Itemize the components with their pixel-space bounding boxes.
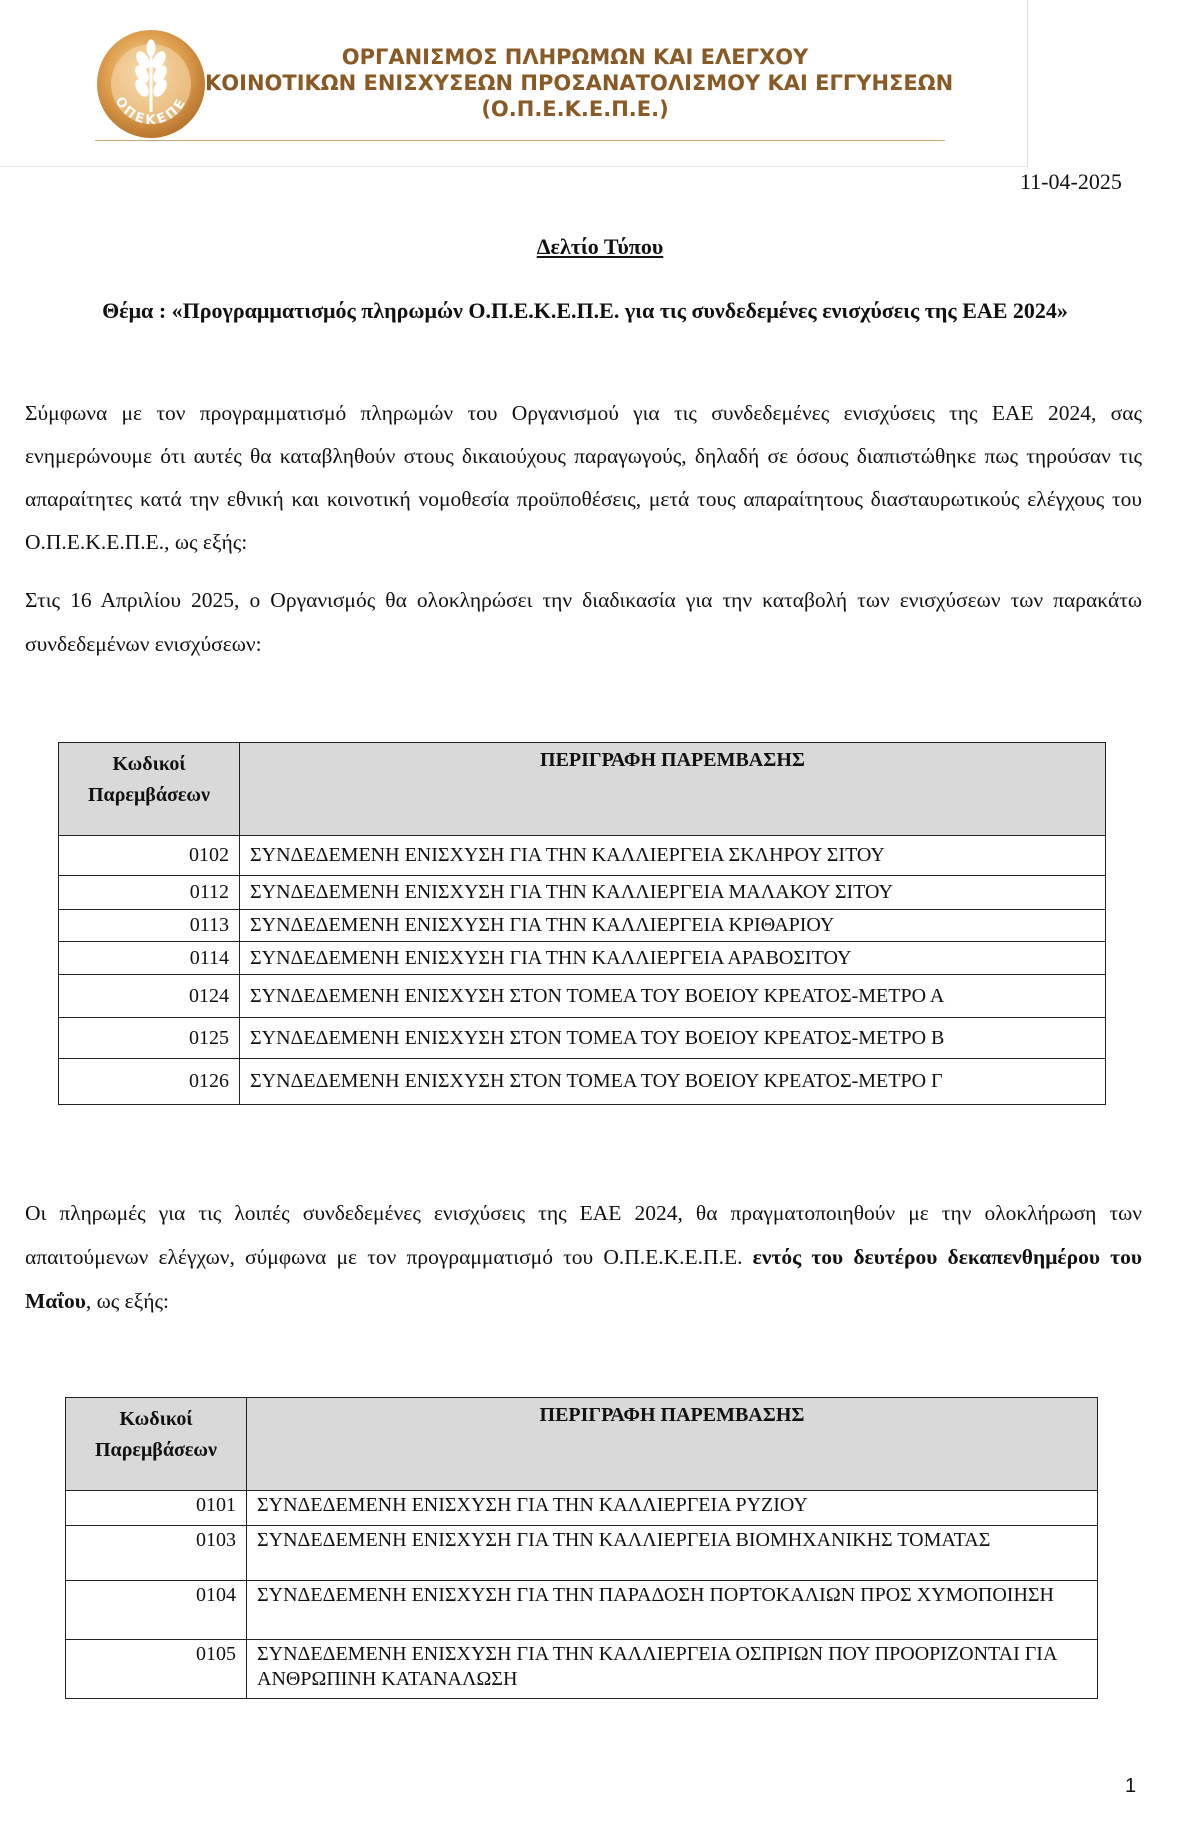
page-edge-horizontal [0, 166, 1028, 167]
svg-text:ΟΠΕΚΕΠΕ: ΟΠΕΚΕΠΕ [111, 94, 191, 129]
row-description: ΣΥΝΔΕΔΕΜΕΝΗ ΕΝΙΣΧΥΣΗ ΣΤΟΝ ΤΟΜΕΑ ΤΟΥ ΒΟΕΙΟΥ ΚΡΕΑΤΟΣ-ΜΕΤΡΟ Γ [240, 1059, 1106, 1105]
table-row [66, 1491, 1098, 1526]
org-line-3: (Ο.Π.Ε.Κ.Ε.Π.Ε.) [481, 97, 669, 121]
row-description: ΣΥΝΔΕΔΕΜΕΝΗ ΕΝΙΣΧΥΣΗ ΓΙΑ ΤΗΝ ΚΑΛΛΙΕΡΓΕΙΑ ΜΑΛΑΚΟΥ ΣΙΤΟΥ [240, 876, 1106, 910]
table-row [59, 975, 1106, 1018]
row-code: 0101 [66, 1491, 247, 1526]
document-subject: Θέμα : «Προγραμματισμός πληρωμών Ο.Π.Ε.Κ.Ε.Π.Ε. για τις συνδεδεμένες ενισχύσεις της ΕΑΕ 2024» [102, 298, 1068, 323]
row-code: 0125 [59, 1018, 240, 1059]
row-code: 0113 [59, 910, 240, 942]
header-codes: Κωδικοί Παρεμβάσεων [59, 743, 240, 836]
row-description: ΣΥΝΔΕΔΕΜΕΝΗ ΕΝΙΣΧΥΣΗ ΓΙΑ ΤΗΝ ΠΑΡΑΔΟΣΗ ΠΟΡΤΟΚΑΛΙΩΝ ΠΡΟΣ ΧΥΜΟΠΟΙΗΣΗ [247, 1581, 1098, 1640]
row-description: ΣΥΝΔΕΔΕΜΕΝΗ ΕΝΙΣΧΥΣΗ ΓΙΑ ΤΗΝ ΚΑΛΛΙΕΡΓΕΙΑ ΣΚΛΗΡΟΥ ΣΙΤΟΥ [240, 836, 1106, 876]
row-description: ΣΥΝΔΕΔΕΜΕΝΗ ΕΝΙΣΧΥΣΗ ΓΙΑ ΤΗΝ ΚΑΛΛΙΕΡΓΕΙΑ ΡΥΖΙΟΥ [247, 1491, 1098, 1526]
paragraph-bold-deadline: εντός του δευτέρου δεκαπενθημέρου του Μαΐου [25, 1245, 1142, 1313]
paragraph-text-b: , ως εξής: [85, 1289, 170, 1313]
org-line-1: ΟΡΓΑΝΙΣΜΟΣ ΠΛΗΡΩΜΩΝ ΚΑΙ ΕΛΕΓΧΟΥ [341, 45, 809, 69]
org-line-2: ΚΟΙΝΟΤΙΚΩΝ ΕΝΙΣΧΥΣΕΩΝ ΠΡΟΣΑΝΑΤΟΛΙΣΜΟΥ ΚΑΙ ΕΓΓΥΗΣΕΩΝ [205, 71, 954, 95]
row-code: 0126 [59, 1059, 240, 1105]
row-description: ΣΥΝΔΕΔΕΜΕΝΗ ΕΝΙΣΧΥΣΗ ΓΙΑ ΤΗΝ ΚΑΛΛΙΕΡΓΕΙΑ ΟΣΠΡΙΩΝ ΠΟΥ ΠΡΟΟΡΙΖΟΝΤΑΙ ΓΙΑ ΑΝΘΡΩΠΙΝΗ ΚΑΤΑΝΑΛΩΣΗ [247, 1640, 1098, 1699]
row-description: ΣΥΝΔΕΔΕΜΕΝΗ ΕΝΙΣΧΥΣΗ ΣΤΟΝ ΤΟΜΕΑ ΤΟΥ ΒΟΕΙΟΥ ΚΡΕΑΤΟΣ-ΜΕΤΡΟ Α [240, 975, 1106, 1018]
table-row [59, 836, 1106, 876]
row-code: 0103 [66, 1526, 247, 1581]
table-row [59, 910, 1106, 942]
row-code: 0105 [66, 1640, 247, 1699]
table-row [59, 1059, 1106, 1105]
document-title: Δελτίο Τύπου [536, 234, 664, 259]
header-codes: Κωδικοί Παρεμβάσεων [66, 1398, 247, 1491]
row-code: 0104 [66, 1581, 247, 1640]
table-row [66, 1581, 1098, 1640]
document-date: 11-04-2025 [1020, 169, 1122, 194]
header-divider [95, 140, 945, 141]
row-description: ΣΥΝΔΕΔΕΜΕΝΗ ΕΝΙΣΧΥΣΗ ΣΤΟΝ ΤΟΜΕΑ ΤΟΥ ΒΟΕΙΟΥ ΚΡΕΑΤΟΣ-ΜΕΤΡΟ Β [240, 1018, 1106, 1059]
page-number: 1 [1125, 1775, 1137, 1797]
paragraph-text-a: Οι πληρωμές για τις λοιπές συνδεδεμένες ενισχύσεις της ΕΑΕ 2024, θα πραγματοποιηθούν με την ολοκλήρωση των απαιτούμενων ελέγχων, σύμφωνα με τον προγραμματισμό του Ο.Π.Ε.Κ.Ε.Π.Ε. [25, 1201, 1142, 1269]
opekepe-logo [95, 28, 207, 140]
table-april-payments [58, 742, 1106, 1105]
table-header-row [59, 743, 1106, 836]
header-description: ΠΕΡΙΓΡΑΦΗ ΠΑΡΕΜΒΑΣΗΣ [247, 1398, 1098, 1491]
table-header-row [66, 1398, 1098, 1491]
table-row [59, 876, 1106, 910]
paragraph-remaining-payments [25, 1191, 1142, 1323]
row-code: 0114 [59, 942, 240, 975]
table-row [66, 1640, 1098, 1699]
row-code: 0124 [59, 975, 240, 1018]
page-edge-vertical [1027, 0, 1028, 168]
row-code: 0112 [59, 876, 240, 910]
row-description: ΣΥΝΔΕΔΕΜΕΝΗ ΕΝΙΣΧΥΣΗ ΓΙΑ ΤΗΝ ΚΑΛΛΙΕΡΓΕΙΑ ΚΡΙΘΑΡΙΟΥ [240, 910, 1106, 942]
table-row [66, 1526, 1098, 1581]
organization-name [205, 44, 954, 122]
paragraph-intro: Σύμφωνα με τον προγραμματισμό πληρωμών του Οργανισμού για τις συνδεδεμένες ενισχύσεις της ΕΑΕ 2024, σας ενημερώνουμε ότι αυτές θα καταβληθούν στους δικαιούχους παραγωγούς, δηλαδή σε όσους διαπιστώθηκε πως τηρούσαν τις απαραίτητες κατά την εθνική και κοινοτική νομοθεσία προϋποθέσεις, μετά τους απαραίτητους διασταυρωτικούς ελέγχους του Ο.Π.Ε.Κ.Ε.Π.Ε., ως εξής: [25, 401, 1142, 554]
row-code: 0102 [59, 836, 240, 876]
table-may-payments [65, 1397, 1098, 1699]
table-row [59, 942, 1106, 975]
row-description: ΣΥΝΔΕΔΕΜΕΝΗ ΕΝΙΣΧΥΣΗ ΓΙΑ ΤΗΝ ΚΑΛΛΙΕΡΓΕΙΑ ΒΙΟΜΗΧΑΝΙΚΗΣ ΤΟΜΑΤΑΣ [247, 1526, 1098, 1581]
row-description: ΣΥΝΔΕΔΕΜΕΝΗ ΕΝΙΣΧΥΣΗ ΓΙΑ ΤΗΝ ΚΑΛΛΙΕΡΓΕΙΑ ΑΡΑΒΟΣΙΤΟΥ [240, 942, 1106, 975]
paragraph-first-payment: Στις 16 Απριλίου 2025, ο Οργανισμός θα ολοκληρώσει την διαδικασία για την καταβολή των ενισχύσεων των παρακάτω συνδεδεμένων ενισχύσεων: [25, 588, 1142, 656]
header-description: ΠΕΡΙΓΡΑΦΗ ΠΑΡΕΜΒΑΣΗΣ [240, 743, 1106, 836]
table-row [59, 1018, 1106, 1059]
